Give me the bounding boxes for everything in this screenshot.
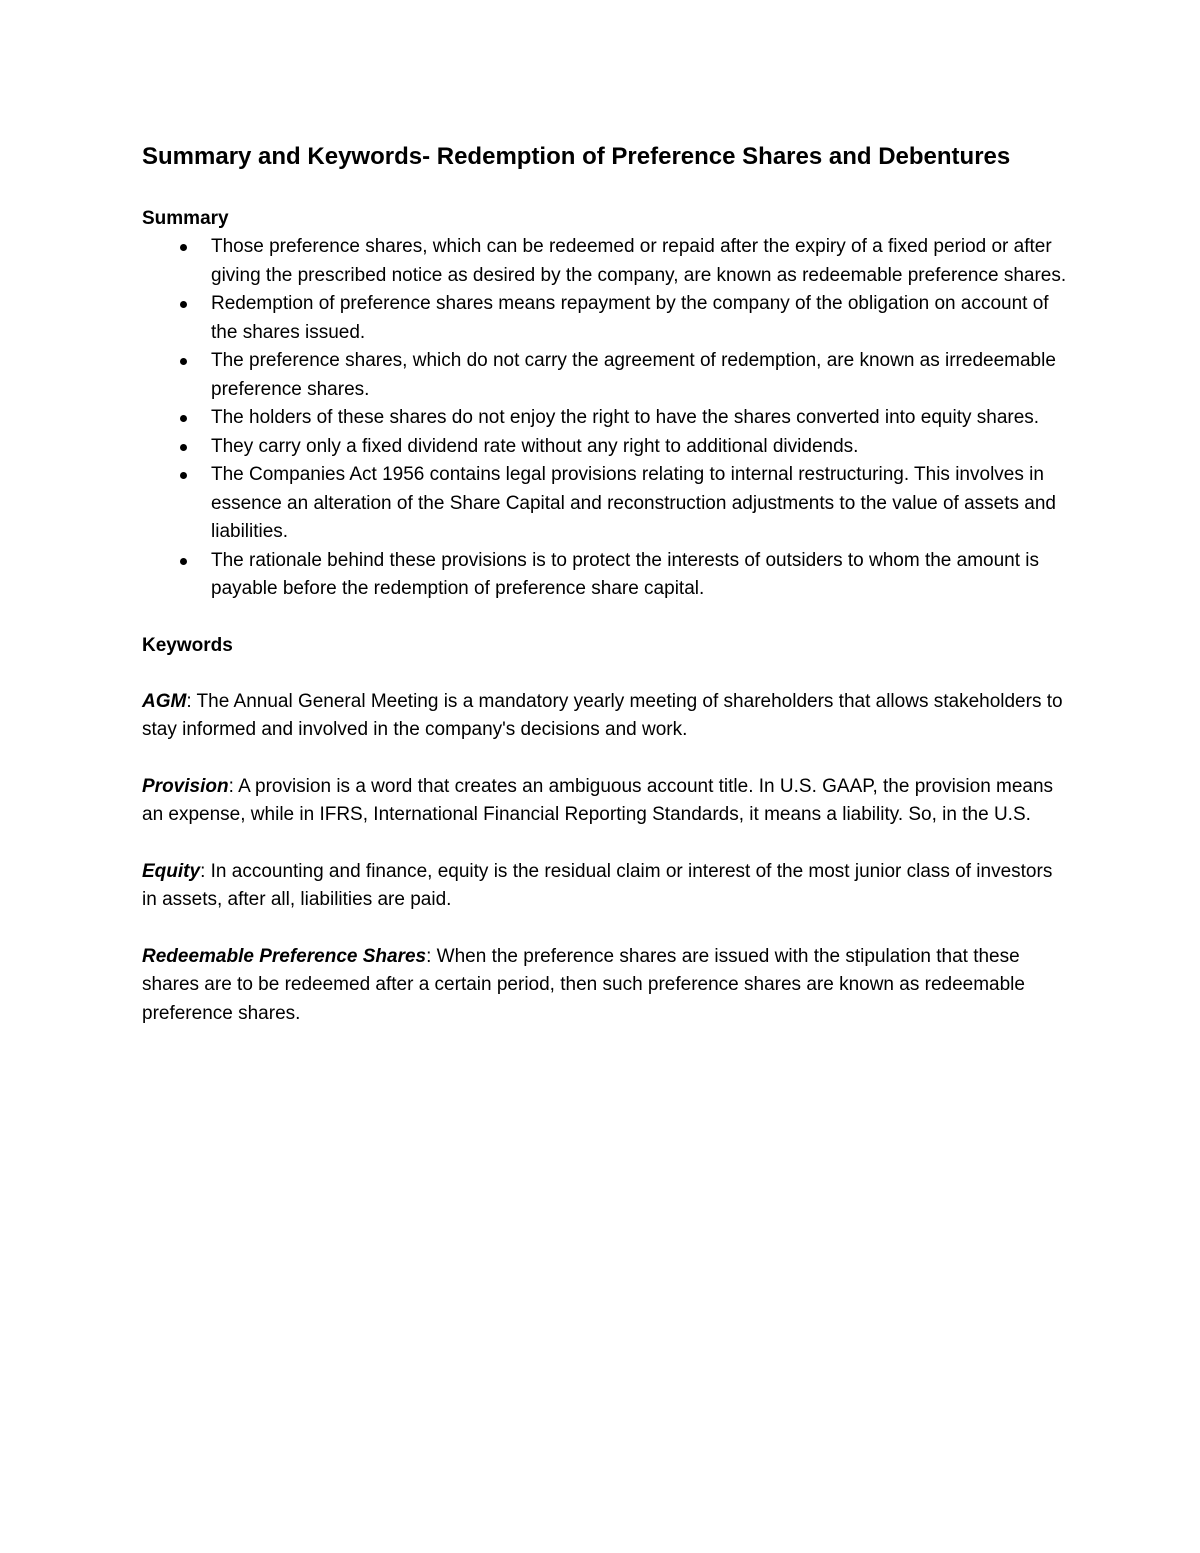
summary-item-text: The rationale behind these provisions is to protect the interests of outsiders to whom the amount is payable before the redemption of preference share capital. <box>211 549 1040 599</box>
summary-item-text: The holders of these shares do not enjoy the right to have the shares converted into equity shares. <box>211 407 1040 428</box>
keyword-separator: : <box>228 775 239 797</box>
keyword-separator: : <box>200 860 211 882</box>
keywords-heading: Keywords <box>142 634 233 656</box>
document-title: Summary and Keywords- Redemption of Preference Shares and Debentures <box>142 143 1011 170</box>
keyword-term: Redeemable Preference Shares <box>142 945 427 967</box>
document-page <box>142 140 1067 1028</box>
summary-item-text: Redemption of preference shares means repayment by the company of the obligation on account of the shares issued. <box>211 293 1049 343</box>
summary-list-item <box>142 547 1067 604</box>
summary-heading: Summary <box>142 208 229 229</box>
keyword-definition: A provision is a word that creates an ambiguous account title. In U.S. GAAP, the provision means an expense, while in IFRS, International Financial Reporting Standards, it means a liability. So, in the U.S. <box>142 775 1054 825</box>
bullet-icon <box>180 472 187 479</box>
keyword-entry-provision <box>142 773 1067 830</box>
bullet-icon <box>180 301 187 308</box>
summary-item-text: The Companies Act 1956 contains legal provisions relating to internal restructuring. This involves in essence an alteration of the Share Capital and reconstruction adjustments to the value of assets and liabilities. <box>211 464 1056 542</box>
bullet-icon <box>180 415 187 422</box>
summary-list-item <box>142 433 1067 462</box>
summary-list-item <box>142 290 1067 347</box>
summary-item-text: They carry only a fixed dividend rate without any right to additional dividends. <box>211 435 859 457</box>
bullet-icon <box>180 558 187 565</box>
keyword-definition: When the preference shares are issued with the stipulation that these shares are to be redeemed after a certain period, then such preference shares are known as redeemable preference shares. <box>142 945 1025 1024</box>
summary-list-item <box>142 233 1067 290</box>
summary-list-item <box>142 404 1067 433</box>
keyword-definition: In accounting and finance, equity is the residual claim or interest of the most junior class of investors in assets, after all, liabilities are paid. <box>142 860 1053 910</box>
keyword-term: Equity <box>142 860 201 882</box>
keyword-entry-redeemable-preference-shares <box>142 943 1067 1029</box>
keyword-separator: : <box>186 690 197 712</box>
keyword-entry-equity <box>142 858 1067 915</box>
keyword-entry-agm <box>142 688 1067 745</box>
bullet-icon <box>180 244 187 251</box>
summary-list <box>142 233 1067 604</box>
summary-list-item <box>142 461 1067 547</box>
bullet-icon <box>180 358 187 365</box>
summary-list-item <box>142 347 1067 404</box>
keyword-term: Provision <box>142 775 229 797</box>
keyword-separator: : <box>426 945 437 967</box>
summary-item-text: The preference shares, which do not carry the agreement of redemption, are known as irredeemable preference shares. <box>211 350 1056 400</box>
bullet-icon <box>180 444 187 451</box>
summary-item-text: Those preference shares, which can be redeemed or repaid after the expiry of a fixed period or after giving the prescribed notice as desired by the company, are known as redeemable preference shares. <box>211 236 1067 286</box>
keyword-term: AGM <box>142 690 187 712</box>
keyword-definition: The Annual General Meeting is a mandatory yearly meeting of shareholders that allows stakeholders to stay informed and involved in the company's decisions and work. <box>142 690 1063 740</box>
